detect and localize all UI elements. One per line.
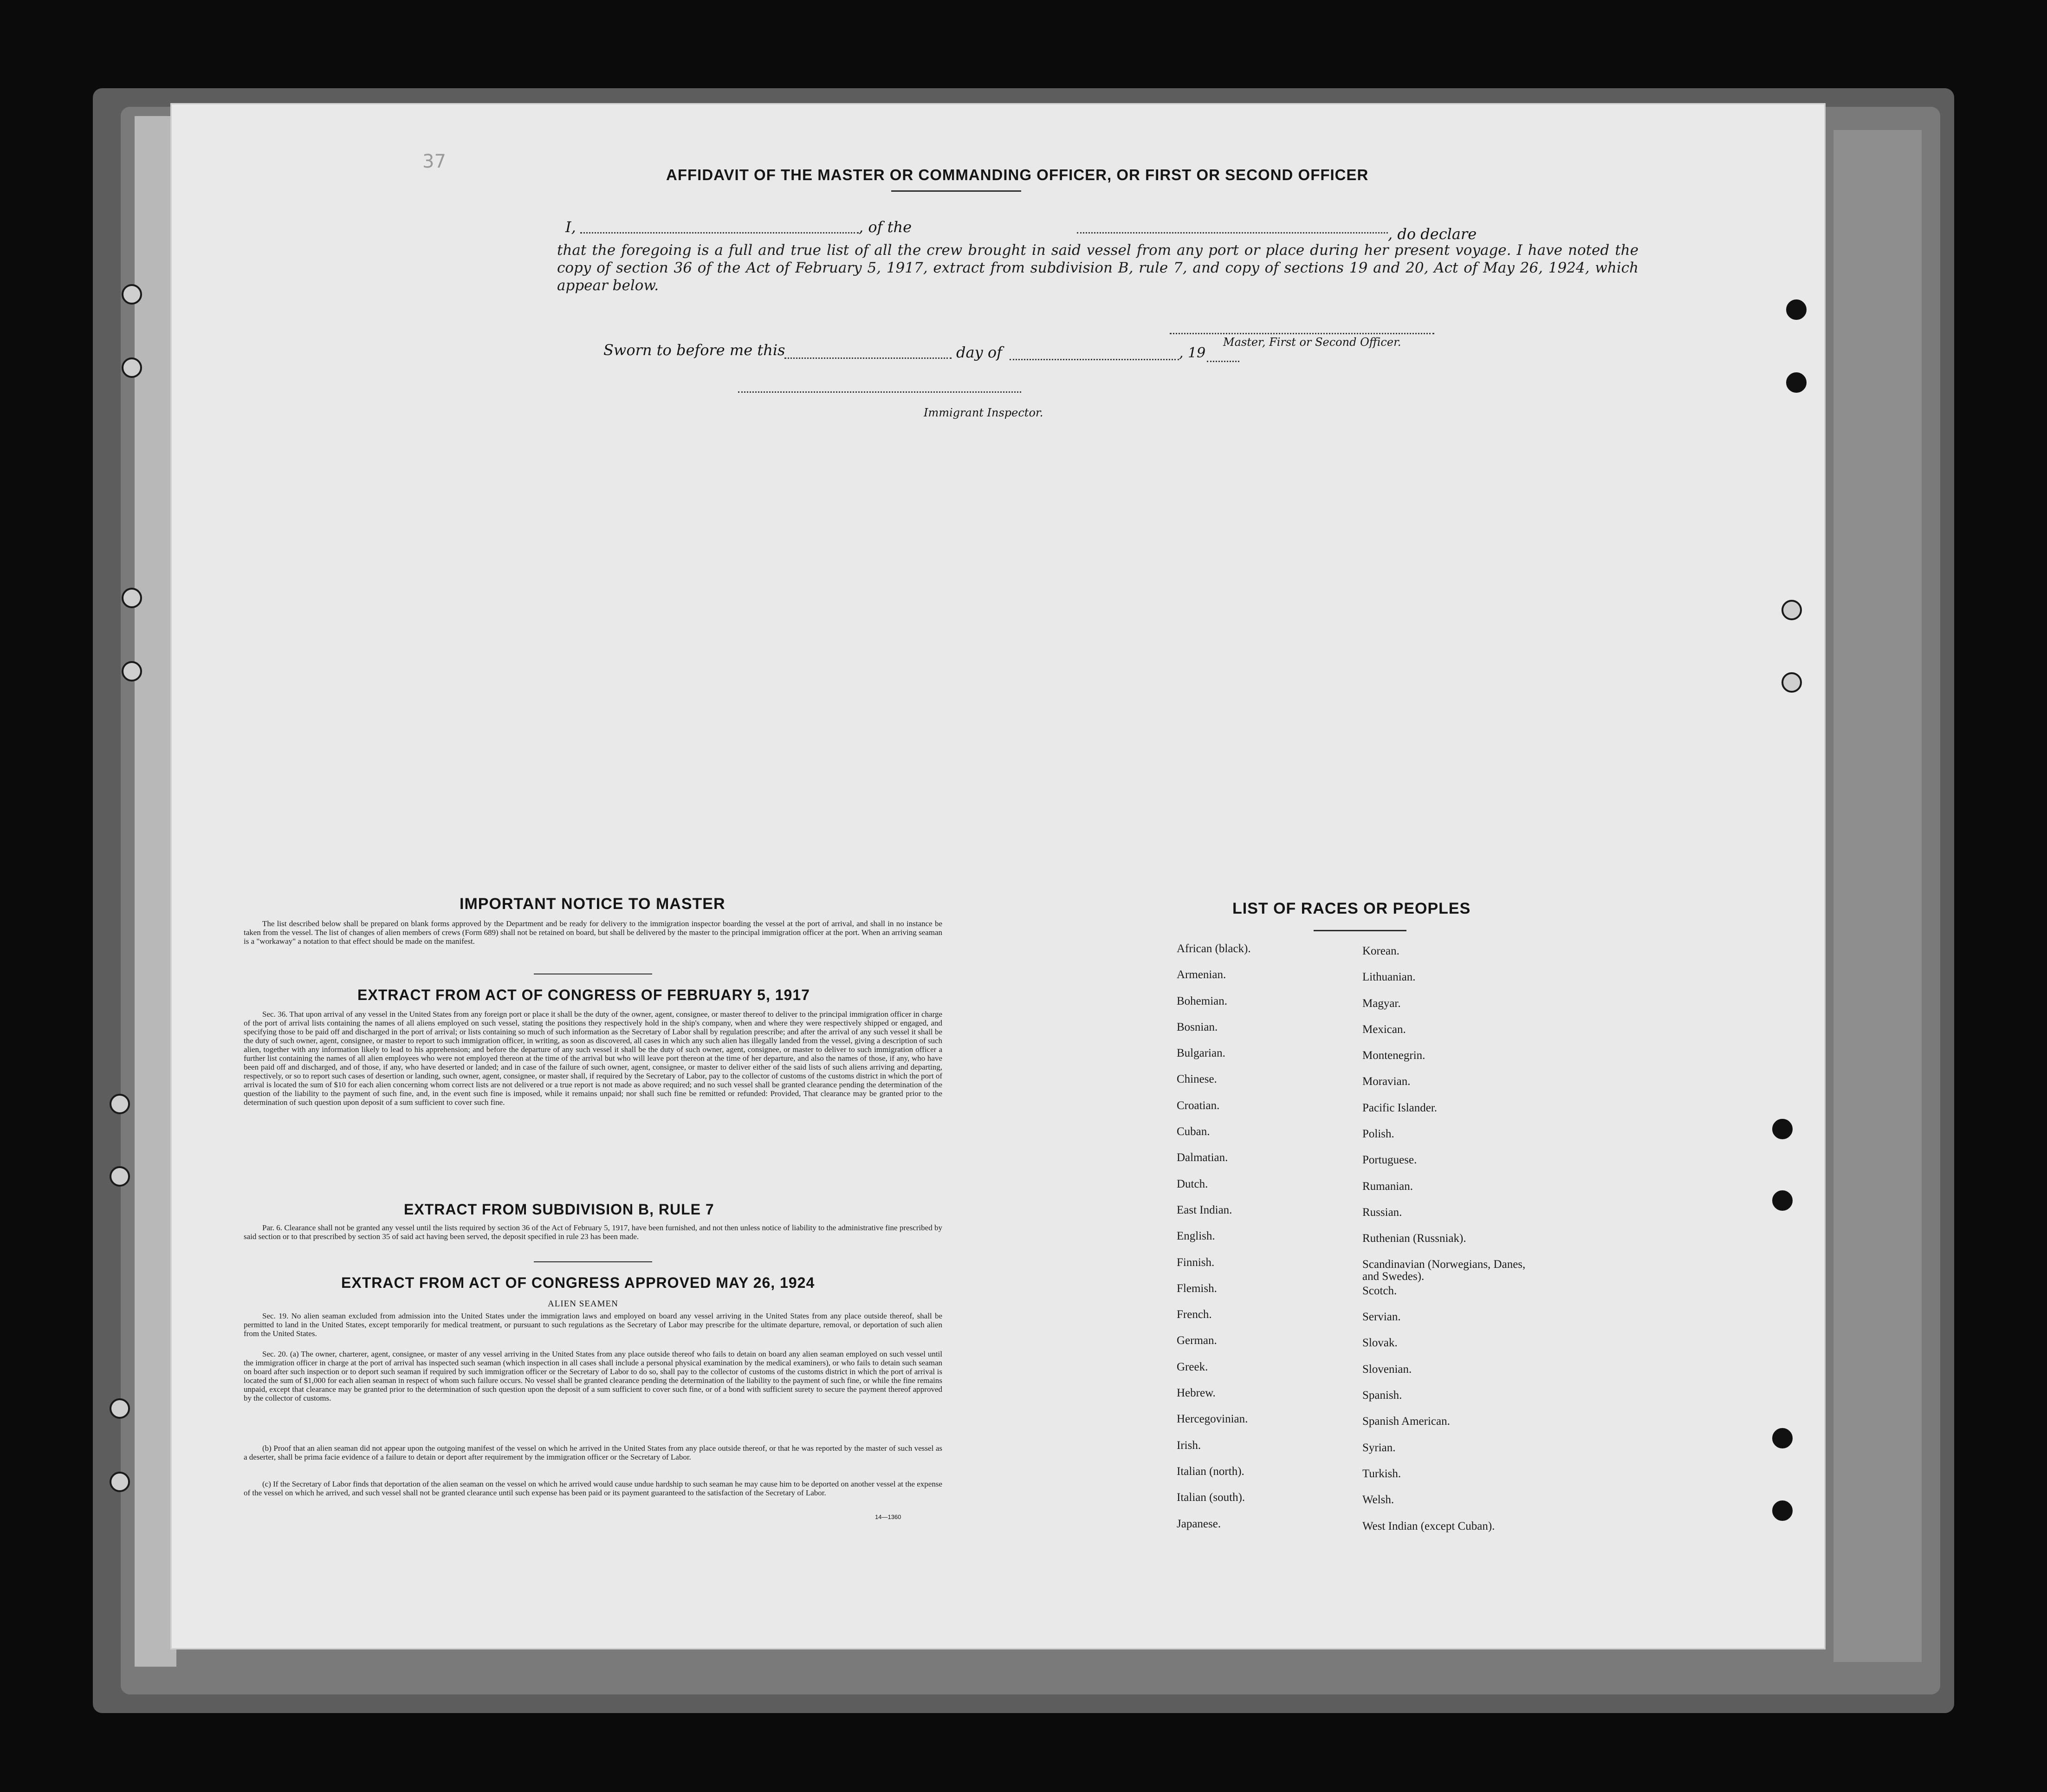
race-item: Japanese. bbox=[1177, 1517, 1221, 1530]
punch-hole bbox=[1786, 372, 1807, 393]
back-sheet-edge bbox=[1833, 130, 1922, 1662]
back-sheet-edge bbox=[135, 116, 176, 1667]
race-item: Scandinavian (Norwegians, Danes, and Swedes). bbox=[1362, 1258, 1526, 1283]
page-number: 37 bbox=[422, 151, 446, 172]
title-underline bbox=[891, 190, 1021, 192]
race-item: Ruthenian (Russniak). bbox=[1362, 1232, 1466, 1245]
punch-hole bbox=[1786, 299, 1807, 320]
race-item: Slovak. bbox=[1362, 1337, 1398, 1350]
form-number: 14—1360 bbox=[875, 1513, 901, 1520]
race-item: Italian (north). bbox=[1177, 1465, 1244, 1478]
race-item: Syrian. bbox=[1362, 1441, 1396, 1454]
sec-20c-text: (c) If the Secretary of Labor finds that deportation of the alien seaman on the vessel on which he arrived would cause undue hardship to such seaman he may cause him to be deported on another vessel at the expense of the vessel on which he arrived, and such vessel shall not be granted clearance until such expense has been paid or its payment guaranteed to the satisfaction of the Secretary of Labor. bbox=[244, 1480, 942, 1497]
race-item: Scotch. bbox=[1362, 1284, 1397, 1297]
extract-1917-title: EXTRACT FROM ACT OF CONGRESS OF FEBRUARY 5, 1917 bbox=[357, 987, 810, 1003]
race-item: Polish. bbox=[1362, 1128, 1394, 1141]
sec-20b-text: (b) Proof that an alien seaman did not appear upon the outgoing manifest of the vessel on which he arrived in the United States from any place outside thereof, or that he was reported by the master of such vessel as a deserter, shall be prima facie evidence of a failure to detain or deport after requirement by the immigration officer or the Secretary of Labor. bbox=[244, 1444, 942, 1461]
race-item: Pacific Islander. bbox=[1362, 1101, 1438, 1114]
punch-hole bbox=[110, 1472, 130, 1492]
sworn-label: Sworn to before me this bbox=[603, 341, 785, 359]
master-signature-line bbox=[1170, 333, 1434, 334]
sec-19-text: Sec. 19. No alien seaman excluded from admission into the United States under the immigration laws and employed on board any vessel arriving in the United States from any place outside thereof, shall be permitted to land in the United States, except temporarily for medical treatment, or pursuant to such regulations as the Secretary of Labor may prescribe for the ultimate departure, removal, or deportation of such alien from the United States. bbox=[244, 1312, 942, 1338]
race-item: Chinese. bbox=[1177, 1073, 1217, 1086]
race-item: West Indian (except Cuban). bbox=[1362, 1519, 1495, 1532]
section-divider bbox=[534, 1261, 652, 1262]
year-blank bbox=[1207, 361, 1239, 362]
crew-list-form-page bbox=[172, 104, 1824, 1648]
race-item: Turkish. bbox=[1362, 1467, 1401, 1480]
inspector-signature-line bbox=[738, 391, 1021, 393]
extract-1924-title: EXTRACT FROM ACT OF CONGRESS APPROVED MAY 26, 1924 bbox=[341, 1274, 815, 1291]
punch-hole bbox=[122, 588, 142, 608]
year-label: , 19 bbox=[1179, 345, 1206, 361]
affidavit-line-i: I, bbox=[565, 218, 576, 236]
affidavit-title: AFFIDAVIT OF THE MASTER OR COMMANDING OFFICER, OR FIRST OR SECOND OFFICER bbox=[666, 166, 1369, 183]
rule-7-title: EXTRACT FROM SUBDIVISION B, RULE 7 bbox=[404, 1201, 714, 1218]
race-item: French. bbox=[1177, 1308, 1212, 1321]
race-item: Montenegrin. bbox=[1362, 1049, 1425, 1062]
sec-20a-text: Sec. 20. (a) The owner, charterer, agent, consignee, or master of any vessel arriving in the United States from any place outside thereof who fails to detain on board any alien seaman employed on such vessel until the immigration officer in charge at the port of arrival has inspected such seaman (which inspection in all cases shall include a personal physical examination by the medical examiners), or who fails to detain such seaman on board after such inspection or to deport such seaman if required by such immigration officer or the Secretary of Labor to do so, shall pay to the collector of customs of the customs district in which the port of arrival is located the sum of $1,000 for each alien seaman in respect of whom such failure occurs. No vessel shall be granted clearance pending the determination of the liability to the payment of such fine, or while the fine remains unpaid, except that clearance may be granted prior to the determination of such question upon the deposit of a sum sufficient to cover such fine, or of a bond with sufficient surety to secure the payment thereof approved by the collector of customs. bbox=[244, 1350, 942, 1402]
race-item: Bosnian. bbox=[1177, 1020, 1218, 1033]
race-item: Welsh. bbox=[1362, 1493, 1394, 1506]
race-item: Italian (south). bbox=[1177, 1491, 1245, 1504]
races-left-column bbox=[1177, 942, 1251, 1544]
punch-hole bbox=[110, 1166, 130, 1187]
race-item: Russian. bbox=[1362, 1206, 1402, 1219]
races-title-underline bbox=[1314, 930, 1406, 931]
vessel-blank bbox=[1077, 232, 1388, 234]
affidavit-body: that the foregoing is a full and true list of all the crew brought in said vessel from any port or place during her present voyage. I have noted the copy of section 36 of the Act of February 5, 1917, extract from subdivision B, rule 7, and copy of sections 19 and 20, Act of May 26, 1924, which appear below. bbox=[557, 242, 1639, 294]
race-item: Korean. bbox=[1362, 945, 1399, 957]
affidavit-line-declare: , do declare bbox=[1388, 225, 1477, 243]
punch-hole bbox=[110, 1094, 130, 1114]
race-item: Mexican. bbox=[1362, 1023, 1406, 1036]
punch-hole bbox=[110, 1398, 130, 1419]
rule-7-text: Par. 6. Clearance shall not be granted any vessel until the lists required by section 36 of the Act of February 5, 1917, have been furnished, and not then unless notice of liability to the administrative fine prescribed by said section or to that prescribed by section 35 of said act having been served, the deposit specified in rule 23 has been made. bbox=[244, 1223, 942, 1241]
day-of-label: day of bbox=[956, 344, 1002, 361]
races-right-column bbox=[1362, 945, 1529, 1546]
race-item: Hebrew. bbox=[1177, 1387, 1216, 1400]
race-item: Lithuanian. bbox=[1362, 971, 1416, 984]
race-item: Moravian. bbox=[1362, 1075, 1411, 1088]
race-item: Bohemian. bbox=[1177, 994, 1228, 1007]
race-item: Slovenian. bbox=[1362, 1363, 1412, 1376]
race-item: African (black). bbox=[1177, 942, 1251, 955]
extract-1917-text: Sec. 36. That upon arrival of any vessel in the United States from any foreign port or place it shall be the duty of the owner, agent, consignee, or master thereof to deliver to the principal immigration officer in charge of the port of arrival lists containing the names of all aliens employed on such vessel, stating the positions they respectively hold in the ship's company, when and where they were respectively shipped or engaged, and specifying those to be paid off and discharged in the port of arrival; or lists containing so much of such information as the Secretary of Labor shall by regulation prescribe; and after the arrival of any such vessel it shall be the duty of such owner, agent, consignee, or master to report to such immigration officer, in writing, as soon as discovered, all cases in which any such alien has illegally landed from the vessel, giving a description of such alien, together with any information likely to lead to his apprehension; and before the departure of any such vessel it shall be the duty of such owner, agent, consignee, or master to deliver to such immigration officer a further list containing the names of all alien employees who were not employed thereon at the time of the arrival but who will leave port thereon at the time of her departure, and also the names of those, if any, who have been paid off and discharged, and of those, if any, who have deserted or landed; and in case of the failure of such owner, agent, consignee, or master to deliver either of the said lists of such aliens arriving and departing, respectively, or so to report such cases of desertion or landing, such owner, agent, consignee, or master shall, if required by the Secretary of Labor, pay to the collector of customs of the customs district in which the port of arrival is located the sum of $10 for each alien concerning whom correct lists are not delivered or a true report is not made as above required; and no such vessel shall be granted clearance pending the determination of the question of the liability to the payment of such fine, and, in the event such fine is imposed, while it remains unpaid; nor shall such fine be remitted or refunded: Provided, That clearance may be granted prior to the determination of such question upon deposit of a sum sufficient to cover such fine. bbox=[244, 1010, 942, 1107]
race-item: Finnish. bbox=[1177, 1256, 1215, 1269]
race-item: Bulgarian. bbox=[1177, 1047, 1225, 1060]
race-item: East Indian. bbox=[1177, 1203, 1232, 1216]
notice-text: The list described below shall be prepared on blank forms approved by the Department and be ready for delivery to the immigration inspector boarding the vessel at the port of arrival, and shall in no instance be taken from the vessel. The list of changes of alien members of crews (Form 689) shall not be retained on board, but shall be delivered by the master to the principal immigration officer at the port. When an arriving seaman is a "workaway" a notation to that effect should be made on the manifest. bbox=[244, 919, 942, 946]
race-item: Flemish. bbox=[1177, 1282, 1217, 1295]
punch-hole bbox=[1772, 1500, 1793, 1521]
punch-hole bbox=[1781, 672, 1802, 693]
race-item: Magyar. bbox=[1362, 997, 1401, 1010]
race-item: Dalmatian. bbox=[1177, 1151, 1228, 1164]
punch-hole bbox=[1772, 1119, 1793, 1139]
punch-hole bbox=[1781, 600, 1802, 620]
affidavit-line-of: , of the bbox=[859, 218, 912, 236]
sworn-month-blank bbox=[1010, 359, 1179, 360]
races-title: LIST OF RACES OR PEOPLES bbox=[1232, 900, 1471, 917]
inspector-label: Immigrant Inspector. bbox=[924, 406, 1043, 419]
master-signature-label: Master, First or Second Officer. bbox=[1223, 336, 1401, 349]
race-item: Spanish. bbox=[1362, 1389, 1402, 1402]
race-item: Portuguese. bbox=[1362, 1154, 1417, 1167]
race-item: Greek. bbox=[1177, 1360, 1208, 1373]
punch-hole bbox=[122, 661, 142, 682]
punch-hole bbox=[1772, 1190, 1793, 1211]
race-item: Cuban. bbox=[1177, 1125, 1210, 1138]
race-item: English. bbox=[1177, 1230, 1215, 1243]
race-item: Hercegovinian. bbox=[1177, 1413, 1248, 1426]
race-item: Croatian. bbox=[1177, 1099, 1220, 1112]
name-blank bbox=[580, 232, 859, 234]
race-item: Dutch. bbox=[1177, 1177, 1208, 1190]
punch-hole bbox=[122, 357, 142, 378]
notice-title: IMPORTANT NOTICE TO MASTER bbox=[460, 895, 726, 913]
punch-hole bbox=[1772, 1428, 1793, 1448]
race-item: Irish. bbox=[1177, 1439, 1201, 1452]
sworn-day-blank bbox=[784, 357, 952, 359]
race-item: Armenian. bbox=[1177, 968, 1226, 981]
race-item: Rumanian. bbox=[1362, 1180, 1413, 1193]
race-item: Spanish American. bbox=[1362, 1415, 1450, 1428]
race-item: German. bbox=[1177, 1334, 1217, 1347]
punch-hole bbox=[122, 284, 142, 305]
alien-seamen-subtitle: ALIEN SEAMEN bbox=[548, 1299, 618, 1309]
race-item: Servian. bbox=[1362, 1311, 1401, 1324]
